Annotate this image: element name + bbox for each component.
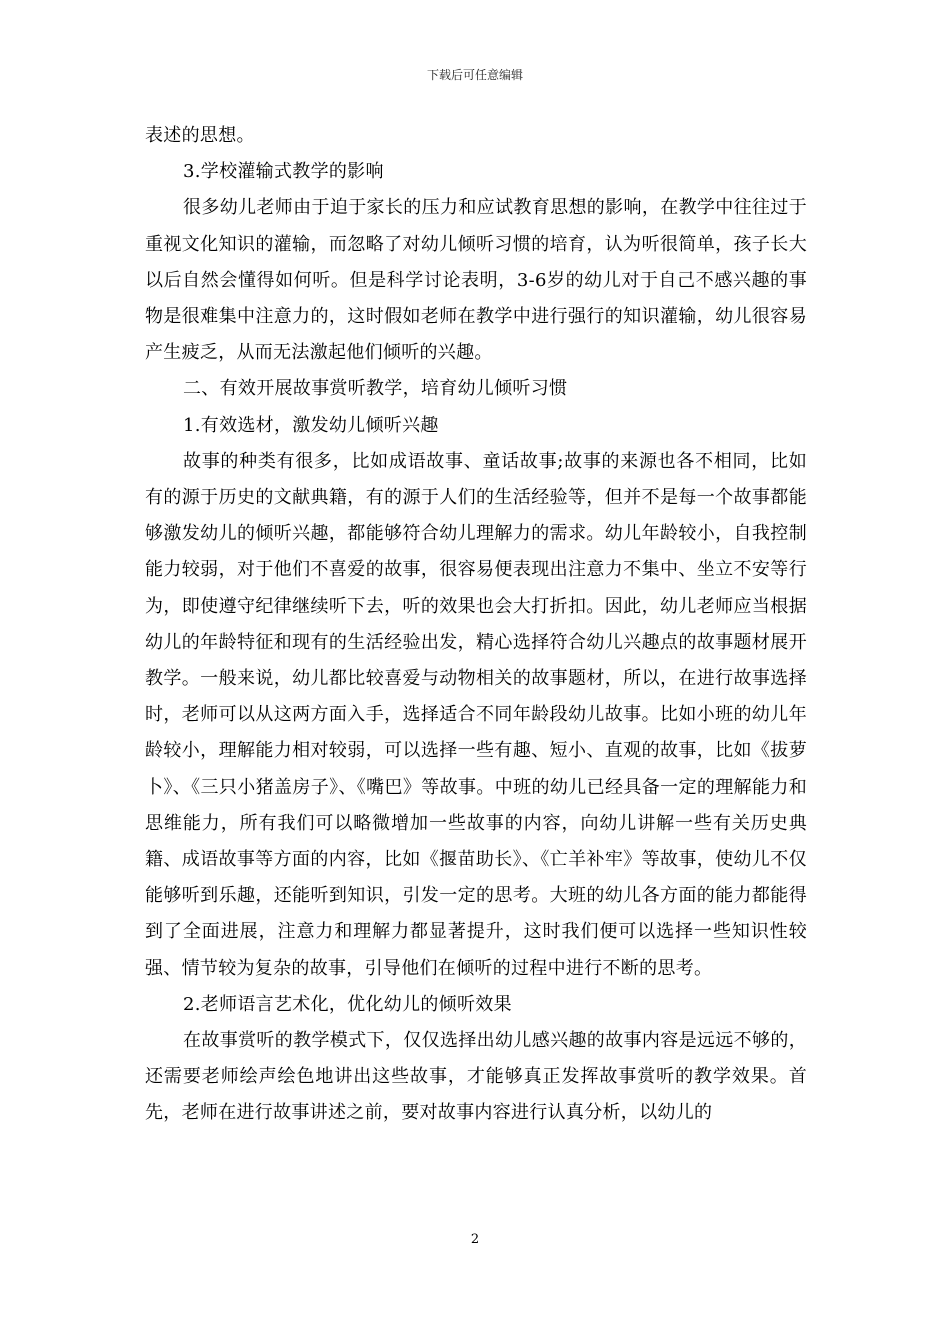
paragraph-material-selection: 故事的种类有很多，比如成语故事、童话故事;故事的来源也各不相同，比如有的源于历史的文献典籍，有的源于人们的生活经验等，但并不是每一个故事都能够激发幼儿的倾听兴趣，都能够符合幼儿理解力的需求。幼儿年龄较小，自我控制能力较弱，对于他们不喜爱的故事，很容易便表现出注意力不集中、坐立不安等行为，即使遵守纪律继续听下去，听的效果也会大打折扣。因此，幼儿老师应当根据幼儿的年龄特征和现有的生活经验出发，精心选择符合幼儿兴趣点的故事题材展开教学。一般来说，幼儿都比较喜爱与动物相关的故事题材，所以，在进行故事选择时，老师可以从这两方面入手，选择适合不同年龄段幼儿故事。比如小班的幼儿年龄较小，理解能力相对较弱，可以选择一些有趣、短小、直观的故事，比如《拔萝卜》、《三只小猪盖房子》、《嘴巴》等故事。中班的幼儿已经具备一定的理解能力和思维能力，所有我们可以略微增加一些故事的内容，向幼儿讲解一些有关历史典籍、成语故事等方面的内容，比如《揠苗助长》、《亡羊补牢》等故事，使幼儿不仅能够听到乐趣，还能听到知识，引发一定的思考。大班的幼儿各方面的能力都能得到了全面进展，注意力和理解力都显著提升，这时我们便可以选择一些知识性较强、情节较为复杂的故事，引导他们在倾听的过程中进行不断的思考。 [145,450,807,979]
subheading-school-indoctrination: 3.学校灌输式教学的影响 [183,161,384,183]
page-number: 2 [470,1232,480,1247]
paragraph-teacher-language: 在故事赏听的教学模式下，仅仅选择出幼儿感兴趣的故事内容是远远不够的，还需要老师绘声绘色地讲出这些故事，才能够真正发挥故事赏听的教学效果。首先，老师在进行故事讲述之前，要对故事内容进行认真分析，以幼儿的 [145,1030,807,1124]
document-body [145,118,807,1132]
subheading-teacher-language: 2.老师语言艺术化，优化幼儿的倾听效果 [183,993,512,1015]
paragraph-continuation: 表述的思想。 [145,125,255,146]
subheading-material-selection: 1.有效选材，激发幼儿倾听兴趣 [183,414,439,436]
section-heading-story-listening: 二、有效开展故事赏听教学，培育幼儿倾听习惯 [183,378,568,400]
page-header-note: 下载后可任意编辑 [426,68,523,82]
paragraph-school-indoctrination: 很多幼儿老师由于迫于家长的压力和应试教育思想的影响，在教学中往往过于重视文化知识的灌输，而忽略了对幼儿倾听习惯的培育，认为听很简单，孩子长大以后自然会懂得如何听。但是科学讨论表明，3-6岁的幼儿对于自己不感兴趣的事物是很难集中注意力的，这时假如老师在教学中进行强行的知识灌输，幼儿很容易产生疲乏，从而无法激起他们倾听的兴趣。 [145,197,807,364]
